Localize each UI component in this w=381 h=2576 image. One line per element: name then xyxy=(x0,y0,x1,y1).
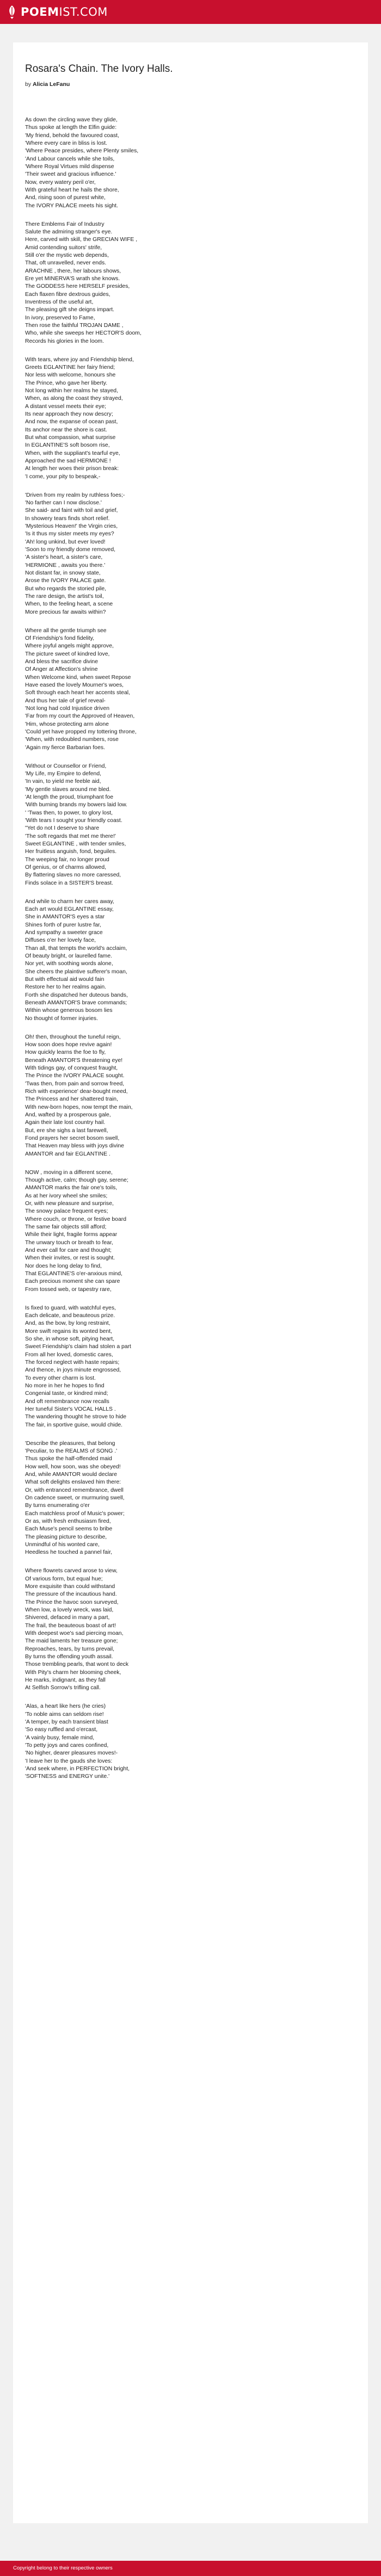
poem-line: The frail, the beauteous boast of art! xyxy=(25,1622,116,1629)
stanza xyxy=(25,1034,352,1159)
poem-line: And bless the sacrifice divine xyxy=(25,659,98,665)
poem-line: From all her loved, domestic cares, xyxy=(25,1351,113,1358)
poem-line: Of genius, or of charms allowed, xyxy=(25,864,107,871)
logo-brand: POEM xyxy=(21,5,59,18)
poem-line: Sweet EGLANTINE , with tender smiles, xyxy=(25,841,126,848)
byline-label: by xyxy=(25,81,32,88)
poem-line: Each art would EGLANTINE essay, xyxy=(25,906,114,912)
poem-line: Rich with experience' dear-bought meed, xyxy=(25,1089,128,1095)
poem-line: Of various form, but equal hue; xyxy=(25,1576,103,1582)
poem-line: 'Again my fierce Barbarian foes. xyxy=(25,744,105,751)
poem-line: Where joyful angels might approve, xyxy=(25,643,114,650)
poem-line: The unwary touch or breath to fear, xyxy=(25,1239,113,1246)
poem-line: With tears, where joy and Friendship blend, xyxy=(25,356,134,363)
poem-line: She in AMANTOR'S eyes a star xyxy=(25,914,105,921)
poem-line: 'I leave her to the gauds she loves: xyxy=(25,1758,113,1764)
stanza xyxy=(25,1169,352,1294)
poem-line: Approached the sad HERMIONE ! xyxy=(25,458,111,465)
poem-line: That, oft unravelled, never ends. xyxy=(25,260,107,267)
poem-line: Reproaches, tears, by turns prevail, xyxy=(25,1646,115,1652)
poem-line: 'To petty joys and cares confined, xyxy=(25,1743,109,1749)
stanza xyxy=(25,1703,352,1781)
poem-line: And, as the bow, by long restraint, xyxy=(25,1320,110,1327)
poem-line: On cadence sweet, or murmuring swell, xyxy=(25,1495,125,1502)
poem-line: And, while AMANTOR would declare xyxy=(25,1472,118,1478)
poem-line: Shivered, defaced in many a part, xyxy=(25,1615,110,1621)
poem-line: 'Far from my court the Approved of Heaven, xyxy=(25,713,135,720)
poem-line: Sweet Friendship's claim had stolen a part xyxy=(25,1344,131,1350)
site-header xyxy=(0,0,381,24)
stanza xyxy=(25,1440,352,1557)
poem-line: 'Alas, a heart like hers (he cries) xyxy=(25,1703,106,1710)
poem-line: Nor yet, with soothing words alone, xyxy=(25,961,113,967)
poem-line: 'No higher, dearer pleasures moves!- xyxy=(25,1750,118,1757)
poem-line: The Prince, who gave her liberty. xyxy=(25,380,108,386)
poem-line: ARACHNE , there, her labours shows, xyxy=(25,268,121,274)
poem-line: Each delicate, and beauteous prize. xyxy=(25,1312,115,1319)
poem-line: "Yet do not I deserve to share xyxy=(25,825,100,832)
poem-line: 'When, with redoubled numbers, rose xyxy=(25,737,119,743)
poem-line: As at her ivory wheel she smiles; xyxy=(25,1193,108,1199)
poem-line: Each precious moment she can spare xyxy=(25,1278,120,1285)
poem-line: The GODDESS here HERSELF presides, xyxy=(25,283,130,290)
poem-line: Records his glories in the loom. xyxy=(25,338,104,344)
poem-line: 'Mysterious Heaven!' the Virgin cries, xyxy=(25,523,118,529)
poem-line: How well, how soon, was she obeyed! xyxy=(25,1463,121,1470)
poem-line: 'Where every care in bliss is lost. xyxy=(25,140,107,147)
stanza xyxy=(25,763,352,888)
poem-line: 'The soft regards that met me there!' xyxy=(25,833,116,839)
poem-line: Its near approach they now descry; xyxy=(25,411,113,418)
poem-line: And ever call for care and thought; xyxy=(25,1247,112,1254)
poem-line: With tidings gay, of conquest fraught, xyxy=(25,1065,118,1071)
poem-line: When low, a lovely wreck, was laid, xyxy=(25,1607,114,1613)
poem-line: Of Friendship's fond fidelity, xyxy=(25,635,95,641)
poem-line: Amid contending suitors' strife, xyxy=(25,244,102,251)
stanza xyxy=(25,221,352,346)
poem-line: Of beauty bright, or laurelled fame. xyxy=(25,953,112,960)
poem-line: 'No farther can I now disclose.' xyxy=(25,499,102,506)
poem-line: But what compassion, what surprise xyxy=(25,435,116,441)
poem-line: 'Peculiar, to the REALMS of SONG .' xyxy=(25,1448,118,1454)
poem-line: 'And seek where, in PERFECTION bright, xyxy=(25,1766,130,1772)
poem-line: 'With tears I sought your friendly coast. xyxy=(25,818,122,824)
poem-line: Still o'er the mystic web depends, xyxy=(25,252,109,258)
poem-line: Each matchless proof of Music's power; xyxy=(25,1510,125,1517)
poem-line: In EGLANTINE'S soft bosom rise, xyxy=(25,442,110,449)
poem-line: How soon does hope revive again! xyxy=(25,1041,112,1048)
poem-line: 'I come, your pity to bespeak,- xyxy=(25,473,101,480)
poem-line: The pressure of the incautious hand. xyxy=(25,1591,117,1598)
poem-line: 'My gentle slaves around me bled. xyxy=(25,786,111,793)
poem-line: The snowy palace frequent eyes; xyxy=(25,1208,108,1215)
poem-line: Its anchor near the shore is cast. xyxy=(25,427,107,433)
poem-line: She said- and faint with toil and grief, xyxy=(25,508,118,514)
poem-line: There Emblems Fair of Industry xyxy=(25,221,105,227)
poem-line: And sympathy a sweeter grace xyxy=(25,930,103,936)
poem-line: When, to the feeling heart, a scene xyxy=(25,601,113,608)
poem-line: But with effectual aid would fain xyxy=(25,977,105,983)
stanza xyxy=(25,1305,352,1430)
poem-title: Rosara's Chain. The Ivory Halls. xyxy=(25,63,173,75)
poem-line: Or, with entranced remembrance, dwell xyxy=(25,1487,124,1493)
poem-line: By flattering slaves no more caressed, xyxy=(25,872,121,879)
poem-line: Though active, calm; though gay, serene; xyxy=(25,1177,128,1183)
poem-line: 'In vain, to yield me feeble aid, xyxy=(25,779,101,785)
poem-line: 'Describe the pleasures, that belong xyxy=(25,1440,115,1447)
poem-line: With Pity's charm her blooming cheek, xyxy=(25,1669,121,1676)
poem-line: Ere yet MINERVA'S wrath she knows. xyxy=(25,276,120,282)
poem-line: When, with the suppliant's tearful eye, xyxy=(25,450,120,456)
poem-line: 'Ah! long unkind, but ever loved! xyxy=(25,539,106,545)
poem-line: Beneath AMANTOR'S brave commands; xyxy=(25,1000,127,1006)
poem-line: But who regards the storied pile, xyxy=(25,585,107,592)
poem-line: Heedless he touched a pannel fair, xyxy=(25,1549,113,1556)
poem-line: At Selfish Sorrow's trifling call. xyxy=(25,1685,101,1691)
poem-line: The weeping fair, no longer proud xyxy=(25,856,109,863)
poem-line: 'Soon to my friendly dome removed, xyxy=(25,547,116,553)
poem-line: Than all, that tempts the world's acclaim, xyxy=(25,945,127,952)
stanza xyxy=(25,356,352,481)
poem-line: Of Anger at Affection's shrine xyxy=(25,666,98,673)
poem-line: The picture sweet of kindred love, xyxy=(25,651,110,657)
poem-line: While their light, fragile forms appear xyxy=(25,1232,118,1238)
poem-line: Forth she dispatched her duteous bands, xyxy=(25,992,128,998)
poem-line: AMANTOR and fair EGLANTINE . xyxy=(25,1151,110,1157)
poem-line: That EGLANTINE'S o'er-anxious mind, xyxy=(25,1271,122,1277)
poem-line: When their invites, or rest is sought. xyxy=(25,1255,115,1262)
poem-line: Arose the IVORY PALACE gate. xyxy=(25,578,106,584)
poem-line: Where flowrets carved arose to view, xyxy=(25,1568,118,1574)
poem-line: AMANTOR marks the fair one's toils, xyxy=(25,1185,118,1191)
poem-line: 'So easy ruffled and o'ercast, xyxy=(25,1727,98,1733)
poem-card xyxy=(13,42,368,2523)
poem-line: With grateful heart he hails the shore, xyxy=(25,187,119,194)
poem-line: And while to charm her cares away, xyxy=(25,898,114,905)
poem-line: Restore her to her realms again. xyxy=(25,984,107,991)
poem-line: 'Him, whose protecting arm alone xyxy=(25,721,109,727)
poem-line: The IVORY PALACE meets his sight. xyxy=(25,202,118,209)
poem-line: 'Could yet have propped my tottering throne, xyxy=(25,729,137,736)
poem-line: The Prince the IVORY PALACE sought. xyxy=(25,1073,125,1079)
poem-line: Again their late lost country hail. xyxy=(25,1120,106,1126)
poem-line: Each flaxen fibre dextrous guides, xyxy=(25,291,110,298)
poem-line: The Princess and her shattered train, xyxy=(25,1096,118,1103)
poem-line: Or as, with fresh enthusiasm fired, xyxy=(25,1518,111,1525)
stanza xyxy=(25,898,352,1023)
poem-line: Congenial taste, or kindred mind; xyxy=(25,1391,108,1397)
poem-line: Fond prayers her secret bosom swell, xyxy=(25,1135,120,1142)
poem-line: A distant vessel meets their eye; xyxy=(25,403,107,410)
site-footer xyxy=(0,2561,381,2576)
poem-line: Thus spoke at length the Elfin guide: xyxy=(25,125,117,131)
poem-line: Now, every watery peril o'er, xyxy=(25,179,96,186)
stanza xyxy=(25,492,352,617)
poem-line: The rare design, the artist's toil, xyxy=(25,594,104,600)
site-logo[interactable] xyxy=(7,5,108,19)
poem-line: The wandering thought he strove to hide xyxy=(25,1414,127,1420)
poem-line: 'Where Peace presides, where Plenty smiles, xyxy=(25,148,139,155)
poem-line: Her fruitless anguish, fond, beguiles. xyxy=(25,849,117,855)
poem-line: The pleasing picture to describe, xyxy=(25,1534,107,1540)
poem-line: 'A vainly busy, female mind, xyxy=(25,1734,95,1741)
poem-line: Not distant far, in snowy state, xyxy=(25,570,101,577)
poem-line: The pleasing gift she deigns impart. xyxy=(25,307,115,313)
poem-line: And thence, in joys minute engrossed, xyxy=(25,1367,121,1374)
poem-line: 'A sister's heart, a sister's care, xyxy=(25,554,103,561)
poem-line: 'Without or Counsellor or Friend, xyxy=(25,763,107,769)
poem-line: How quickly learns the foe to fly, xyxy=(25,1049,106,1056)
stanza xyxy=(25,116,352,210)
poem-line: ' 'Twas then, to power, to glory lost, xyxy=(25,810,113,816)
poem-line: As down the circling wave they glide, xyxy=(25,117,118,123)
poem-line: Finds solace in a SISTER'S breast. xyxy=(25,880,113,886)
poem-line: 'With burning brands my bowers laid low. xyxy=(25,802,127,808)
poem-body xyxy=(25,116,352,1792)
poem-line: Shines forth of purer lustre far, xyxy=(25,922,101,928)
poem-line: 'SOFTNESS and ENERGY unite.' xyxy=(25,1774,110,1780)
poem-line: Soft through each heart her accents steal, xyxy=(25,690,130,696)
poem-line: Here, carved with skill, the GRECIAN WIFE , xyxy=(25,237,138,243)
poem-line: 'A temper, by each transient blast xyxy=(25,1719,108,1725)
poem-line: Within whose generous bosom lies xyxy=(25,1008,113,1014)
poem-line: More swift regains its wonted bent, xyxy=(25,1328,112,1335)
poem-line: From tossed web, or tapestry rare, xyxy=(25,1286,112,1293)
poem-line: 'Their sweet and gracious influence.' xyxy=(25,171,116,178)
poem-line: In ivory, preserved to Fame, xyxy=(25,314,95,321)
stanza xyxy=(25,627,352,752)
poem-line: Salute the admiring stranger's eye. xyxy=(25,228,113,235)
poem-line: More exquisite than could withstand xyxy=(25,1583,115,1590)
poem-line: Then rose the faithful TROJAN DAME , xyxy=(25,323,124,329)
copyright-notice: Copyright belong to their respective owners xyxy=(13,2565,113,2571)
poem-line: By turns enumerating o'er xyxy=(25,1503,90,1509)
poem-line: Nor less with welcome, honours she xyxy=(25,372,116,379)
poem-line: The Prince the havoc soon surveyed, xyxy=(25,1599,119,1605)
poem-line: What soft delights enslaved him there: xyxy=(25,1479,121,1486)
poem-line: Or, with new pleasure and surprise, xyxy=(25,1201,114,1207)
poem-line: Not long within her realms he stayed, xyxy=(25,388,118,394)
poem-line: Have eased the lovely Mourner's woes, xyxy=(25,682,124,689)
poem-line: 'And Labour cancels while she toils, xyxy=(25,156,115,162)
author-link[interactable]: Alicia LeFanu xyxy=(33,81,70,88)
poem-line: 'Is it thus my sister meets my eyes? xyxy=(25,531,114,538)
poem-line: Diffuses o'er her lovely face, xyxy=(25,937,96,944)
poem-line: 'My friend, behold the favoured coast, xyxy=(25,132,119,139)
poem-line: 'At length the proud, triumphant foe xyxy=(25,794,113,800)
poem-line: 'Not long had cold Injustice driven xyxy=(25,706,110,712)
poem-line: She cheers the plaintive sufferer's moan, xyxy=(25,968,127,975)
poem-line: Who, while she sweeps her HECTOR'S doom, xyxy=(25,330,142,337)
poem-line: 'To noble aims can seldom rise! xyxy=(25,1711,104,1718)
poem-line: Greets EGLANTINE her fairy friend; xyxy=(25,364,115,370)
poem-line: 'Twas then, from pain and sorrow freed, xyxy=(25,1080,125,1087)
poem-line: The same fair objects still afford; xyxy=(25,1224,107,1231)
poem-line: By turns the offending youth assail. xyxy=(25,1654,113,1660)
poem-line: The fair, in sportive guise, would chide. xyxy=(25,1422,123,1428)
poem-line: Unmindful of his wonted care, xyxy=(25,1542,100,1548)
logo-suffix: IST.COM xyxy=(59,5,108,18)
poem-line: Nor does he long delay to find, xyxy=(25,1263,102,1269)
stanza xyxy=(25,1567,352,1692)
poem-line: In showery tears finds short relief. xyxy=(25,515,110,522)
poem-line: Thus spoke the half-offended maid xyxy=(25,1456,112,1462)
poem-line: 'Driven from my realm by ruthless foes;- xyxy=(25,492,125,498)
poem-line: With new-born hopes, now tempt the main, xyxy=(25,1104,133,1110)
poem-line: Her tuneful Sister's VOCAL HALLS . xyxy=(25,1406,116,1413)
poem-line: He marks, indignant, as they fall xyxy=(25,1677,106,1684)
poem-line: Oh! then, throughout the tuneful reign, xyxy=(25,1034,121,1040)
poem-line: And oft remembrance now recalls xyxy=(25,1398,109,1405)
poem-line: When, as along the coast they strayed, xyxy=(25,396,123,402)
poem-line: And thus her tale of grief reveal- xyxy=(25,697,106,704)
poem-line: And now, the expanse of ocean past, xyxy=(25,419,118,425)
poem-line: And, rising soon of purest white, xyxy=(25,195,106,201)
poem-line: 'My Life, my Empire to defend, xyxy=(25,770,102,777)
poem-line: When Welcome kind, when sweet Repose xyxy=(25,674,131,681)
poem-line: That Heaven may bless with joys divine xyxy=(25,1143,124,1150)
poem-line: But, ere she sighs a last farewell, xyxy=(25,1127,108,1134)
poem-line: NOW , moving in a different scene, xyxy=(25,1169,113,1176)
poem-line: The forced neglect with haste repairs; xyxy=(25,1360,120,1366)
poem-line: The maid laments her treasure gone; xyxy=(25,1638,118,1645)
poem-line: Inventress of the useful art, xyxy=(25,299,94,306)
quill-pen-icon xyxy=(7,5,17,19)
poem-line: Is fixed to guard, with watchful eyes, xyxy=(25,1305,116,1311)
poem-line: No more in her he hopes to find xyxy=(25,1383,105,1389)
poem-line: At length her woes their prison break: xyxy=(25,466,119,472)
poem-line: Each Muse's pencil seems to bribe xyxy=(25,1526,113,1533)
poem-line: To every other charm is lost. xyxy=(25,1375,96,1381)
logo-wordmark xyxy=(21,5,108,18)
poem-line: Where all the gentle triumph see xyxy=(25,627,107,634)
poem-line: Where couch, or throne, or festive board xyxy=(25,1216,126,1222)
poem-line: With deepest woe's sad piercing moan, xyxy=(25,1630,124,1637)
poem-line: And, wafted by a prosperous gale, xyxy=(25,1112,111,1119)
poem-line: So she, in whose soft, pitying heart, xyxy=(25,1336,115,1342)
poem-line: 'Where Royal Virtues mild dispense xyxy=(25,164,114,170)
poem-line: Beneath AMANTOR'S threatening eye! xyxy=(25,1057,123,1064)
byline xyxy=(25,81,70,88)
poem-line: 'HERMIONE , awaits you there.' xyxy=(25,562,106,569)
poem-line: No thought of former injuries. xyxy=(25,1015,98,1022)
poem-line: Those trembling pearls, that wont to deck xyxy=(25,1661,129,1668)
poem-line: More precious far awaits within? xyxy=(25,609,106,615)
